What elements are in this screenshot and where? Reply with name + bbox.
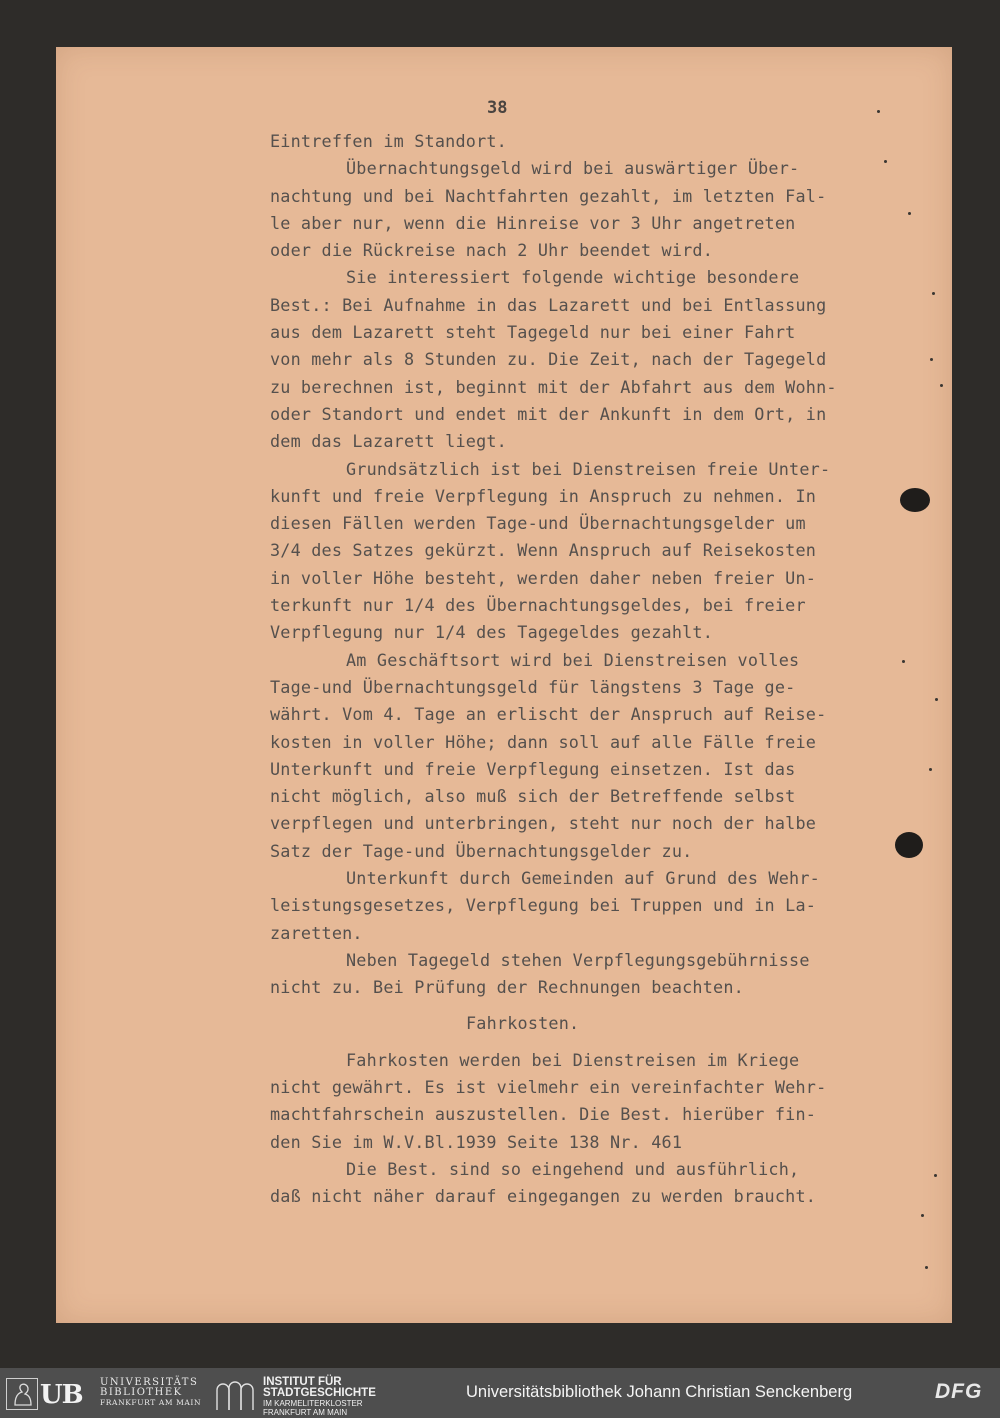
arches-icon (215, 1378, 255, 1410)
text-line: Neben Tagegeld stehen Verpflegungsgebührnisse (346, 949, 810, 970)
paper-speck (929, 768, 932, 771)
text-line: nicht möglich, also muß sich der Betreffende selbst (270, 786, 796, 807)
text-line: zaretten. (270, 922, 363, 943)
isg-line-1: INSTITUT FÜR (263, 1376, 342, 1388)
text-line: Die Best. sind so eingehend und ausführlich, (346, 1158, 800, 1179)
isg-line-4: FRANKFURT AM MAIN (263, 1408, 348, 1417)
text-line: kosten in voller Höhe; dann soll auf alle Fälle freie (270, 731, 817, 752)
text-line: den Sie im W.V.Bl.1939 Seite 138 Nr. 461 (270, 1131, 683, 1152)
ub-wordmark (100, 1378, 201, 1408)
ub-line-2: BIBLIOTHEK (100, 1387, 183, 1398)
text-line: 3/4 des Satzes gekürzt. Wenn Anspruch auf Reisekosten (270, 540, 817, 561)
paper-speck (930, 358, 933, 361)
paper-speck (935, 698, 938, 701)
ub-line-3: FRANKFURT AM MAIN (100, 1398, 202, 1407)
text-line: von mehr als 8 Stunden zu. Die Zeit, nach der Tagegeld (270, 349, 827, 370)
text-line: diesen Fällen werden Tage-und Übernachtungsgelder um (270, 513, 806, 534)
paper-speck (932, 292, 935, 295)
isg-line-2: STADTGESCHICHTE (263, 1387, 376, 1399)
text-line: Unterkunft und freie Verpflegung einsetzen. Ist das (270, 758, 796, 779)
text-line: zu berechnen ist, beginnt mit der Abfahrt aus dem Wohn- (270, 376, 837, 397)
paper-speck (902, 660, 905, 663)
text-line: Übernachtungsgeld wird bei auswärtiger Über- (346, 158, 800, 179)
text-line: leistungsgesetzes, Verpflegung bei Truppen und in La- (270, 895, 817, 916)
text-line: Sie interessiert folgende wichtige besondere (346, 267, 800, 288)
goethe-portrait-icon (6, 1378, 38, 1410)
text-line: in voller Höhe besteht, werden daher neben freier Un- (270, 567, 817, 588)
dfg-logo[interactable]: DFG (935, 1380, 983, 1403)
text-line: machtfahrschein auszustellen. Die Best. hierüber fin- (270, 1104, 817, 1125)
paper-speck (908, 212, 911, 215)
text-line: terkunft nur 1/4 des Übernachtungsgeldes, bei freier (270, 595, 806, 616)
isg-logo[interactable] (215, 1376, 405, 1417)
text-line: Unterkunft durch Gemeinden auf Grund des Wehr- (346, 868, 820, 889)
text-line: daß nicht näher darauf eingegangen zu werden braucht. (270, 1186, 817, 1207)
text-line: oder die Rückreise nach 2 Uhr beendet wird. (270, 240, 714, 261)
text-line: le aber nur, wenn die Hinreise vor 3 Uhr angetreten (270, 212, 796, 233)
text-line: nachtung und bei Nachtfahrten gezahlt, im letzten Fal- (270, 185, 827, 206)
text-line: oder Standort und endet mit der Ankunft in dem Ort, in (270, 403, 827, 424)
text-line: Fahrkosten werden bei Dienstreisen im Kriege (346, 1049, 800, 1070)
text-line: nicht zu. Bei Prüfung der Rechnungen beachten. (270, 977, 744, 998)
text-line: kunft und freie Verpflegung in Anspruch zu nehmen. In (270, 485, 817, 506)
paper-speck (877, 110, 880, 113)
ub-letters: UB (40, 1380, 83, 1410)
paper-speck (921, 1214, 924, 1217)
isg-wordmark (263, 1377, 376, 1417)
text-line: währt. Vom 4. Tage an erlischt der Anspruch auf Reise- (270, 704, 827, 725)
page-number: 38 (487, 98, 508, 118)
text-line: aus dem Lazarett steht Tagegeld nur bei einer Fahrt (270, 322, 796, 343)
ub-line-1: UNIVERSITÄTS (100, 1377, 199, 1388)
section-heading: Fahrkosten. (466, 1012, 580, 1033)
text-line: dem das Lazarett liegt. (270, 431, 507, 452)
paper-speck (934, 1174, 937, 1177)
text-line: Satz der Tage-und Übernachtungsgelder zu. (270, 840, 693, 861)
text-line: Verpflegung nur 1/4 des Tagegeldes gezahlt. (270, 622, 714, 643)
body-paragraphs-after-heading (270, 1047, 910, 1211)
paper-speck (884, 160, 887, 163)
text-line: Eintreffen im Standort. (270, 131, 507, 151)
text-line: Am Geschäftsort wird bei Dienstreisen volles (346, 649, 800, 670)
footer-bar (0, 1368, 1000, 1418)
text-line: Tage-und Übernachtungsgeld für längstens 3 Tage ge- (270, 676, 796, 697)
body-paragraphs (270, 128, 910, 1002)
ub-logo[interactable] (4, 1376, 204, 1412)
punch-hole (895, 832, 923, 858)
text-line: Grundsätzlich ist bei Dienstreisen freie Unter- (346, 458, 831, 479)
isg-line-3: IM KARMELITERKLOSTER (263, 1399, 363, 1408)
document-body (270, 128, 910, 1211)
text-line: nicht gewährt. Es ist vielmehr ein vereinfachter Wehr- (270, 1077, 827, 1098)
text-line: verpflegen und unterbringen, steht nur noch der halbe (270, 813, 817, 834)
footer-title[interactable]: Universitätsbibliothek Johann Christian Senckenberg (466, 1383, 853, 1401)
punch-hole (900, 488, 930, 512)
paper-speck (925, 1266, 928, 1269)
text-line: Best.: Bei Aufnahme in das Lazarett und bei Entlassung (270, 294, 827, 315)
paper-speck (940, 384, 943, 387)
